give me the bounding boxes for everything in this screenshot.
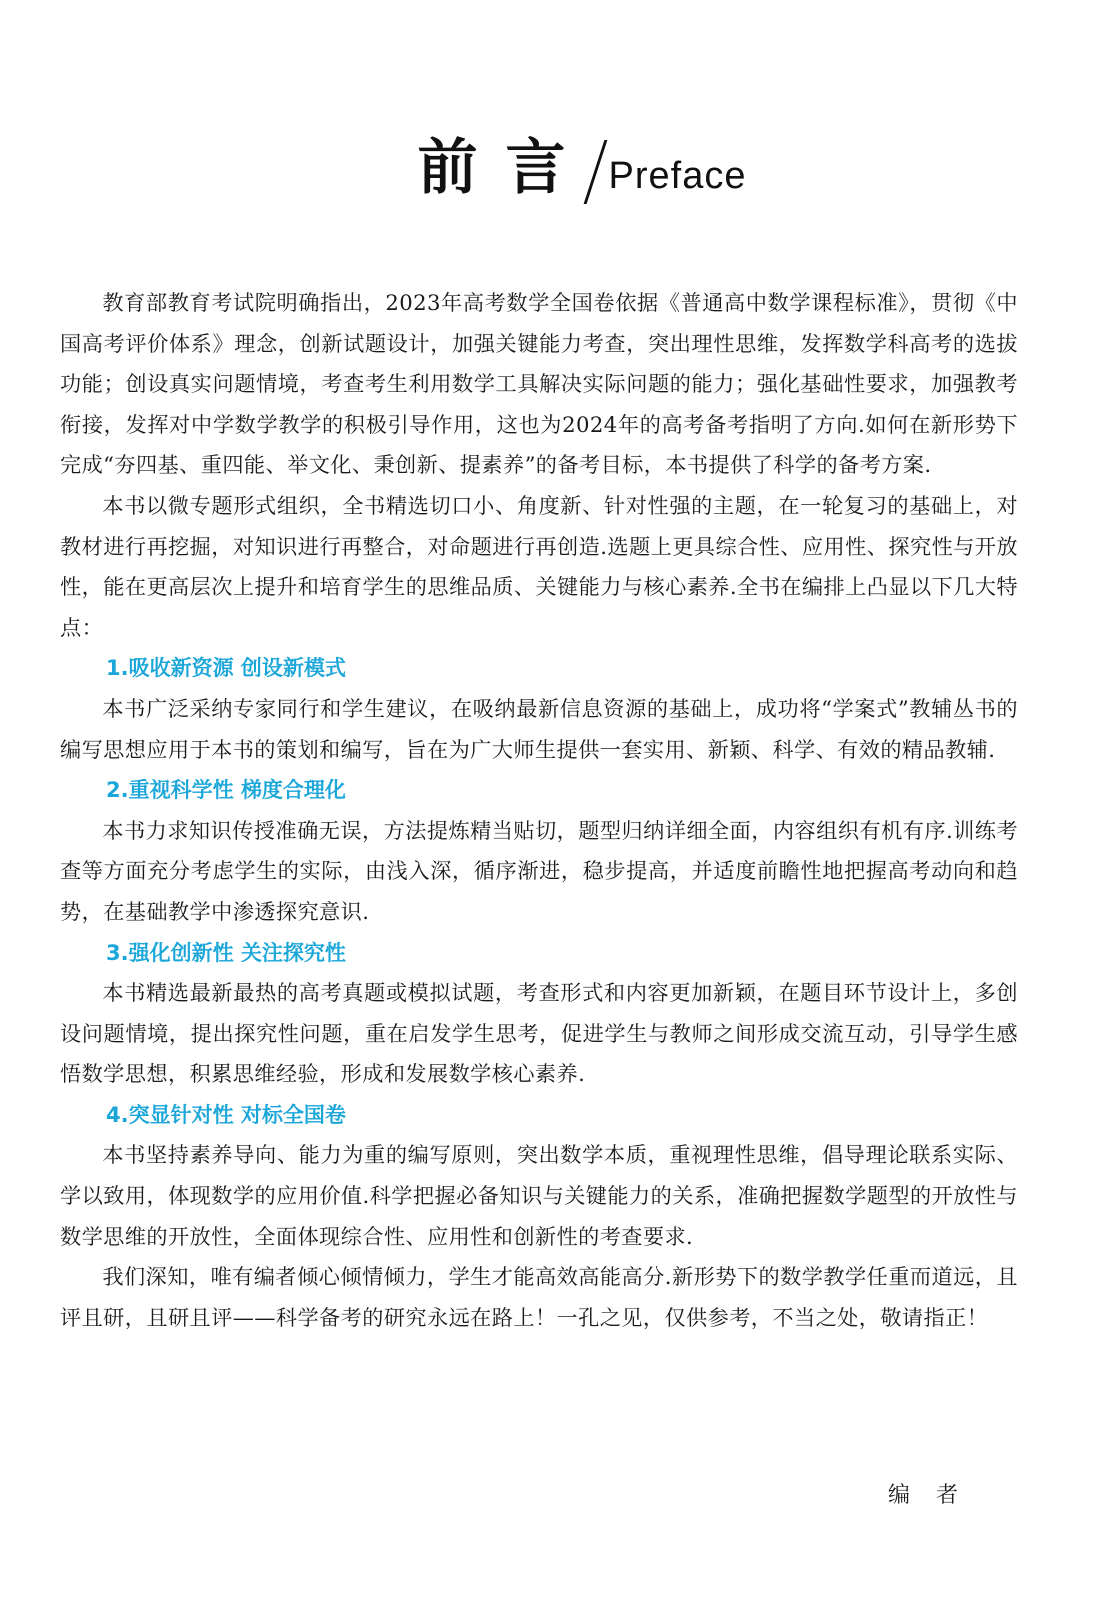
paragraph-overview: 本书以微专题形式组织，全书精选切口小、角度新、针对性强的主题，在一轮复习的基础上，对教材进行再挖掘，对知识进行再整合，对命题进行再创造.选题上更具综合性、应用性、探究性与开放性，能在更高层次上提升和培育学生的思维品质、关键能力与核心素养.全书在编排上凸显以下几大特点： — [60, 492, 1018, 640]
paragraph-closing: 我们深知，唯有编者倾心倾情倾力，学生才能高效高能高分.新形势下的数学教学任重而道远，且评且研，且研且评——科学备考的研究永远在路上！一孔之见，仅供参考，不当之处，敬请指正！ — [60, 1264, 1018, 1330]
feature-paragraph-3: 本书精选最新最热的高考真题或模拟试题，考查形式和内容更加新颖，在题目环节设计上，多创设问题情境，提出探究性问题，重在启发学生思考，促进学生与教师之间形成交流互动，引导学生感悟数学思想，积累思维经验，形成和发展数学核心素养. — [60, 980, 1018, 1087]
title-english: Preface — [608, 155, 747, 197]
title-chinese: 前言 — [417, 133, 594, 203]
feature-paragraph-1: 本书广泛采纳专家同行和学生建议，在吸纳最新信息资源的基础上，成功将“学案式”教辅丛书的编写思想应用于本书的策划和编写，旨在为广大师生提供一套实用、新颖、科学、有效的精品教辅. — [60, 695, 1018, 762]
feature-paragraph-4: 本书坚持素养导向、能力为重的编写原则，突出数学本质，重视理性思维，倡导理论联系实际、学以致用，体现数学的应用价值.科学把握必备知识与关键能力的关系，准确把握数学题型的开放性与数学思维的开放性，全面体现综合性、应用性和创新性的考查要求. — [60, 1142, 1018, 1249]
author-signature: 编者 — [888, 1483, 985, 1508]
feature-heading-2: 2.重视科学性 梯度合理化 — [106, 778, 346, 803]
feature-heading-4: 4.突显针对性 对标全国卷 — [106, 1102, 346, 1127]
page-title — [0, 128, 1094, 208]
preface-body — [60, 283, 1018, 1338]
paragraph-intro: 教育部教育考试院明确指出，2023年高考数学全国卷依据《普通高中数学课程标准》，贯彻《中国高考评价体系》理念，创新试题设计，加强关键能力考查，突出理性思维，发挥数学科高考的选拔功能；创设真实问题情境，考查考生利用数学工具解决实际问题的能力；强化基础性要求，加强教考衔接，发挥对中学数学教学的积极引导作用，这也为2024年的高考备考指明了方向.如何在新形势下完成“夯四基、重四能、举文化、秉创新、提素养”的备考目标，本书提供了科学的备考方案. — [60, 290, 1018, 478]
feature-heading-1: 1.吸收新资源 创设新模式 — [106, 656, 346, 681]
feature-heading-3: 3.强化创新性 关注探究性 — [106, 940, 346, 965]
feature-paragraph-2: 本书力求知识传授准确无误，方法提炼精当贴切，题型归纳详细全面，内容组织有机有序.训练考查等方面充分考虑学生的实际，由浅入深，循序渐进，稳步提高，并适度前瞻性地把握高考动向和趋势，在基础教学中渗透探究意识. — [60, 817, 1018, 924]
